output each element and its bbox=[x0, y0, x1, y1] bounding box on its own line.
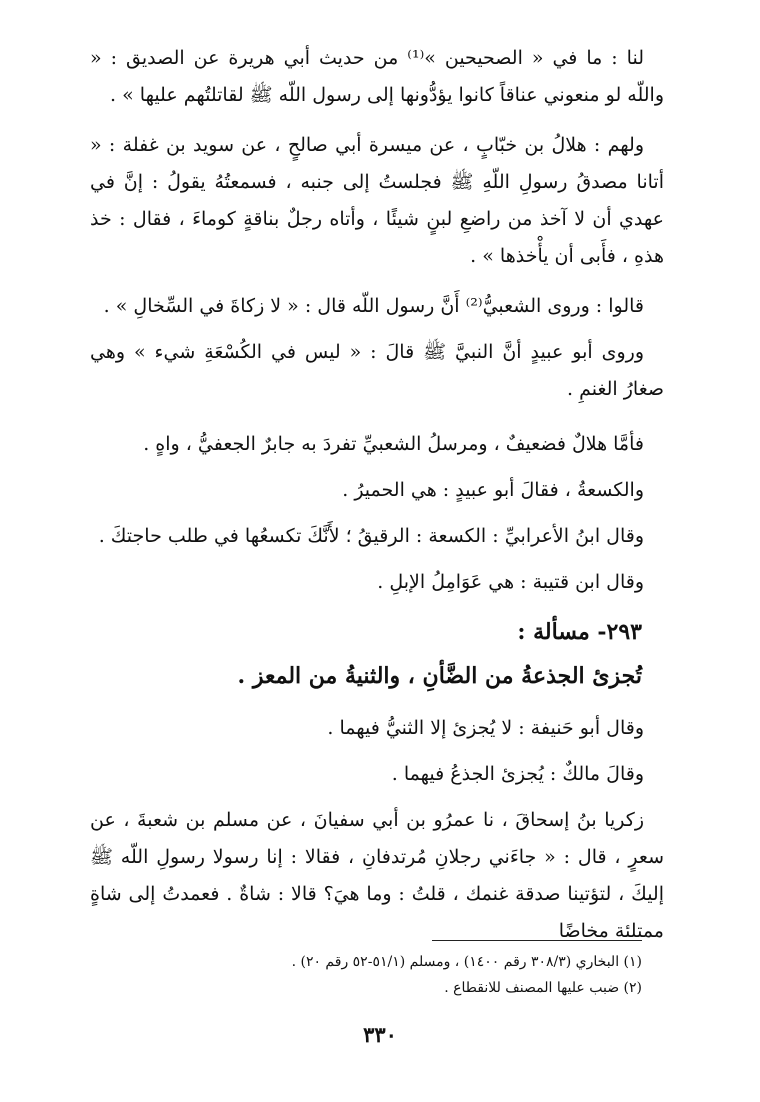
footnote-1: (١) البخاري (٣٠٨/٣ رقم ١٤٠٠) ، ومسلم (٥١/١-٥٢ رقم ٢٠) . bbox=[291, 954, 642, 970]
paragraph-5: فأمَّا هلالٌ فضعيفٌ ، ومرسلُ الشعبيِّ تفردَ به جابرٌ الجعفيُّ ، واهٍ . bbox=[143, 433, 644, 455]
paragraph-10: وقالَ مالكٌ : يُجزئ الجذعُ فيهما . bbox=[391, 763, 644, 785]
paragraph-1: لنا : ما في « الصحيحين »⁽¹⁾ من حديث أبي هريرة عن الصديق : « واللّه لو منعوني عناقاً كانوا يؤدُّونها إلى رسول اللّه ﷺ لقاتلتُهم عليها » . bbox=[90, 47, 664, 106]
paragraph-11: زكريا بنُ إسحاقَ ، نا عمرُو بن أبي سفيانَ ، عن مسلم بن شعبةَ ، عن سعرٍ ، قال : « جاءَني رجلانِ مُرتدفانِ ، فقالا : إنا رسولا رسولِ اللّه ﷺ إليكَ ، لتؤتينا صدقة غنمك ، قلتُ : وما هيَ؟ قالا : شاةٌ . فعمدتُ إلى شاةٍ ممتلئة مخاضًا bbox=[90, 809, 664, 942]
paragraph-6: والكسعةُ ، فقالَ أبو عبيدٍ : هي الحميرُ . bbox=[342, 479, 644, 501]
paragraph-2: ولهم : هلالُ بن خبّابٍ ، عن ميسرة أبي صالحٍ ، عن سويد بن غفلة : « أتانا مصدقُ رسولِ اللّهِ ﷺ فجلستُ إلى جنبه ، فسمعتُهُ يقولُ : إنَّ في عهدي أن لا آخذ من راضعِ لبنٍ شيئًا ، وأتاه رجلٌ بناقةٍ كوماءَ ، فقال : خذ هذهِ ، فأَبى أن يأْخذها » . bbox=[90, 134, 664, 267]
paragraph-3: قالوا : وروى الشعبيُّ⁽²⁾ أَنَّ رسول اللّه قال : « لا زكاةَ في السِّخالِ » . bbox=[103, 295, 644, 317]
footnote-2: (٢) ضبب عليها المصنف للانقطاع . bbox=[444, 980, 642, 996]
section-number-heading: ٢٩٣- مسألة : bbox=[517, 619, 642, 645]
section-title: تُجزئ الجذعةُ من الضَّأنِ ، والثنيةُ من المعز . bbox=[237, 663, 642, 689]
page-number: ٣٣٠ bbox=[363, 1022, 397, 1047]
paragraph-9: وقال أبو حَنيفة : لا يُجزئ إلا الثنيُّ فيهما . bbox=[327, 717, 644, 739]
footnote-separator bbox=[432, 940, 642, 941]
paragraph-4: وروى أبو عبيدٍ أنَّ النبيَّ ﷺ قالَ : « ليس في الكُسْعَةِ شيء » وهي صغارُ الغنمِ . bbox=[90, 341, 664, 400]
paragraph-7: وقال ابنُ الأعرابيِّ : الكسعة : الرقيقُ ؛ لأَنَّكَ تكسعُها في طلب حاجتكَ . bbox=[98, 525, 644, 547]
paragraph-8: وقال ابن قتيبة : هي عَوَامِلُ الإبلِ . bbox=[377, 571, 644, 593]
